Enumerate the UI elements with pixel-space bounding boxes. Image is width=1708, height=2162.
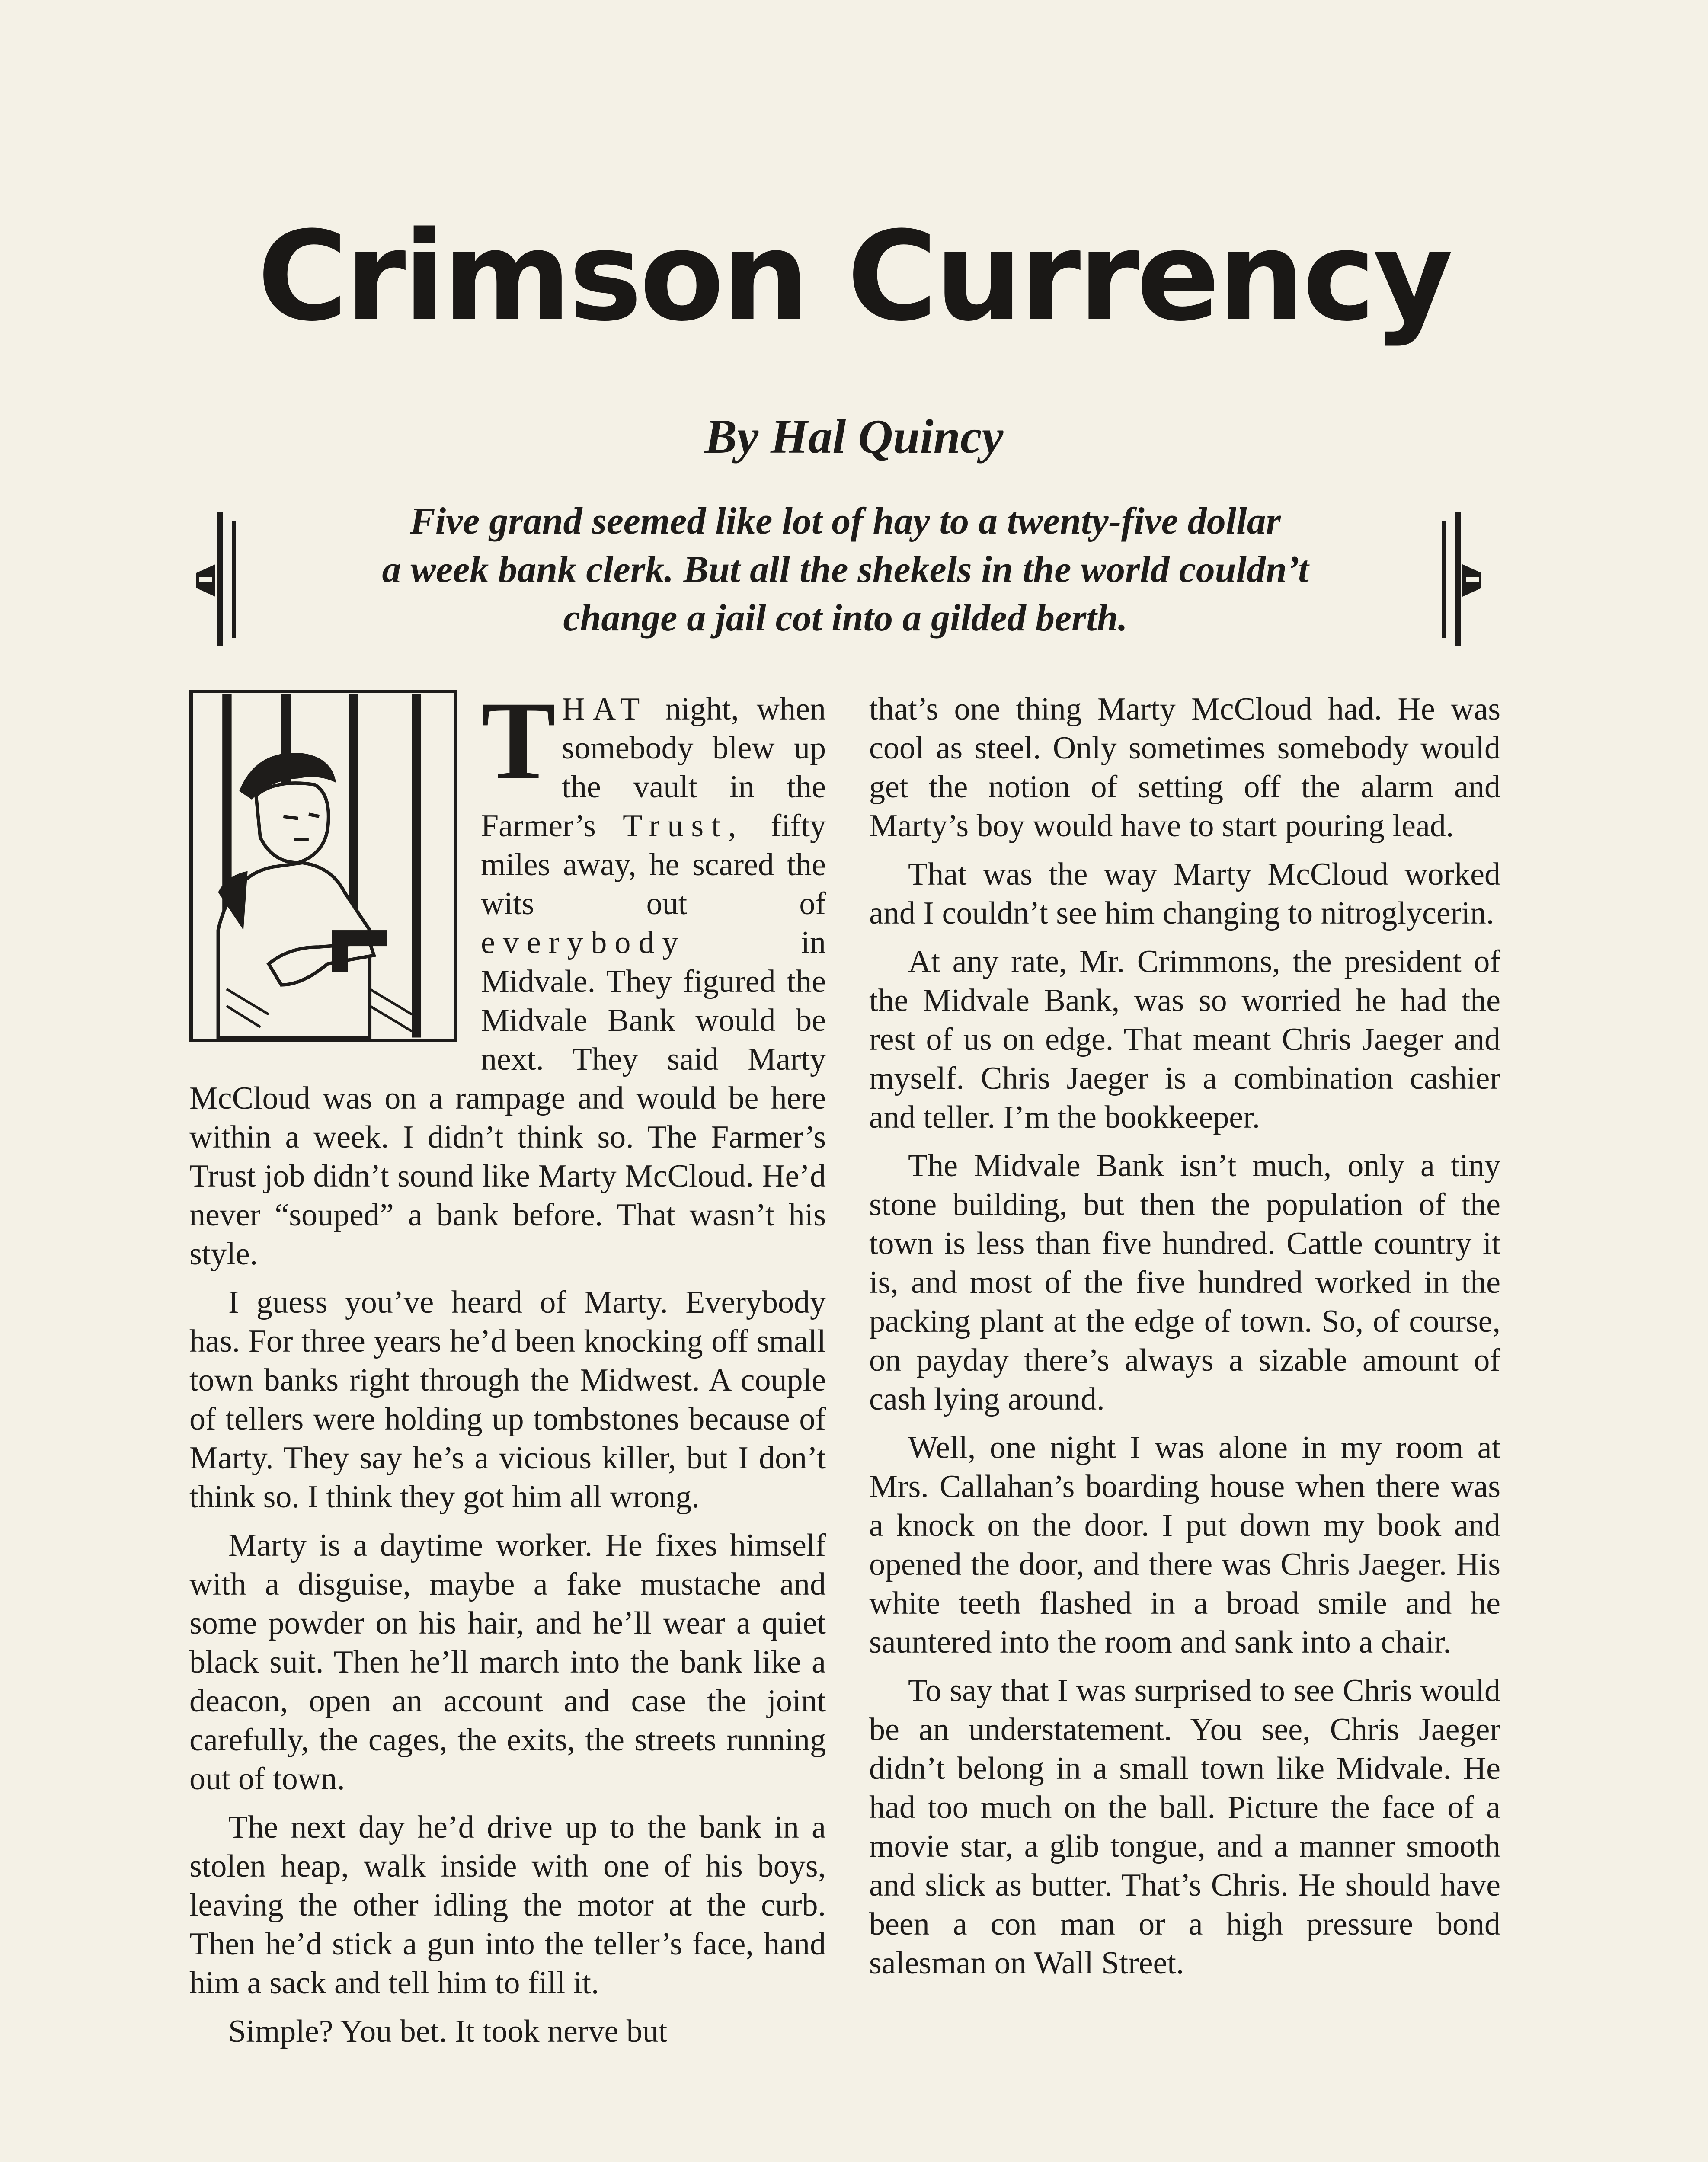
story-deck	[259, 497, 1431, 643]
deck-line: change a jail cot into a gilded berth.	[563, 597, 1128, 639]
paragraph: To say that I was surprised to see Chris would be an understatement. You see, Chris Jaeger didn’t belong in a small town like Midvale. He had too much on the ball. Picture the face of a movie star, a glib tongue, and a manner smooth and slick as butter. That’s Chris. He should have been a con man or a high pressure bond salesman on Wall Street.	[869, 1673, 1500, 1981]
paragraph: Well, one night I was alone in my room at Mrs. Callahan’s boarding house when there was a knock on the door. I put down my book and opened the door, and there was Chris Jaeger. His white teeth flashed in a broad smile and he sauntered into the room and sank into a chair.	[869, 1430, 1500, 1660]
spaced-word: Trust,	[623, 808, 744, 844]
right-bracket-ornament	[1436, 512, 1487, 646]
drop-cap: T	[481, 678, 556, 803]
paragraph: The next day he’d drive up to the bank in a stolen heap, walk inside with one of his boys, leaving the other idling the motor at the curb. Then he’d stick a gun into the teller’s face, hand him a sack and tell him to fill it.	[189, 1810, 826, 2001]
paragraph-text: fifty miles away, he scared the wits out of	[481, 808, 826, 921]
paragraph: Marty is a daytime worker. He fixes himself with a disguise, maybe a fake mustache and some powder on his hair, and he’ll wear a quiet black suit. Then he’ll march into the bank like a deacon, open an account and case the joint carefully, the cages, the exits, the streets running out of town.	[189, 1528, 826, 1797]
paragraph: that’s one thing Marty McCloud had. He was cool as steel. Only sometimes somebody would get the notion of setting off the alarm and Marty’s boy would have to start pouring lead.	[869, 691, 1500, 844]
byline: By Hal Quincy	[704, 410, 1004, 464]
left-bracket-ornament	[190, 512, 242, 646]
deck-line: Five grand seemed like lot of hay to a twenty-five dollar	[410, 500, 1281, 542]
paragraph: Simple? You bet. It took nerve but	[228, 2014, 668, 2049]
spaced-word: everybody	[481, 925, 686, 960]
story-title: Crimson Currency	[257, 205, 1451, 349]
paragraph-text: night, when somebody blew up the vault in the Farmer’s	[481, 691, 826, 844]
man-with-gun-behind-bars-icon	[189, 690, 457, 1042]
right-column	[869, 690, 1500, 1992]
paragraph-text: in Midvale. They figured the Midvale Bank would be next. They said Marty McCloud was on a rampage and would be here within a week. I didn’t think so. The Farmer’s Trust job didn’t sound like Marty McCloud. He’d never “souped” a bank before. That wasn’t his style.	[189, 925, 826, 1272]
paragraph: That was the way Marty McCloud worked and I couldn’t see him changing to nitroglycerin.	[869, 857, 1500, 931]
paragraph: The Midvale Bank isn’t much, only a tiny stone building, but then the population of the town is less than five hundred. Cattle country it is, and most of the five hundred worked in the packing plant at the edge of town. So, of course, on payday there’s always a sizable amount of cash lying around.	[869, 1148, 1500, 1417]
paragraph: I guess you’ve heard of Marty. Everybody has. For three years he’d been knocking off small town banks right through the Midwest. A couple of tellers were holding up tombstones because of Marty. They say he’s a vicious killer, but I don’t think so. I think they got him all wrong.	[189, 1285, 826, 1515]
deck-line: a week bank clerk. But all the shekels in the world couldn’t	[382, 549, 1309, 591]
opening-caps: HAT	[562, 691, 648, 727]
paragraph: At any rate, Mr. Crimmons, the president of the Midvale Bank, was so worried he had the rest of us on edge. That meant Chris Jaeger and myself. Chris Jaeger is a combination cashier and teller. I’m the bookkeeper.	[869, 944, 1500, 1135]
left-column	[189, 678, 826, 2060]
